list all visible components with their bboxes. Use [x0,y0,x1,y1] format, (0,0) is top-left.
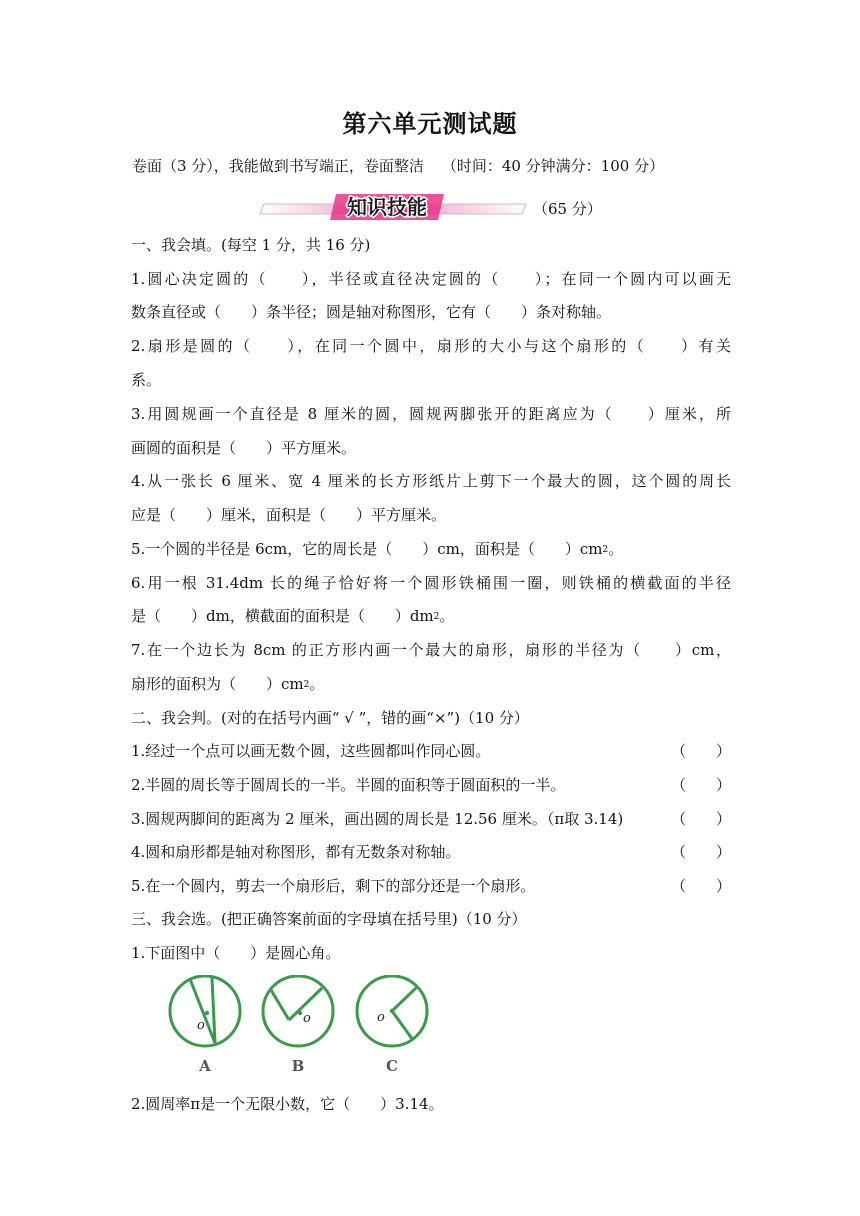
time-score-note: （时间：40 分钟满分：100 分） [441,157,665,175]
judge-item-3 [131,808,731,829]
judge-item-4 [131,841,731,862]
judge-item-text: 2.半圆的周长等于圆周长的一半。半圆的面积等于圆面积的一半。 [131,776,566,794]
judge-item-text: 3.圆规两脚间的距离为 2 厘米，画出圆的周长是 12.56 厘米。（π取 3.14) [131,810,624,828]
judge-item-2 [131,774,731,795]
q7-line2 [131,673,731,694]
answer-paren[interactable]: （ ） [670,776,731,794]
judge-item-text: 5.在一个圆内，剪去一个扇形后，剩下的部分还是一个扇形。 [131,877,536,895]
banner-score: （65 分） [533,200,602,218]
choice-q2: 2.圆周率π是一个无限小数，它（ ）3.14。 [131,1095,444,1113]
answer-paren[interactable]: （ ） [670,877,731,895]
judge-item-1 [131,740,731,761]
answer-paren[interactable]: （ ） [670,843,731,861]
judge-item-5 [131,875,731,896]
answer-paren[interactable]: （ ） [670,742,731,760]
q6-line1: 6.用一根 31.4dm 长的绳子恰好将一个圆形铁桶围一圈，则铁桶的横截面的半径 [131,574,731,592]
figure-label-c: C [386,1057,398,1075]
q6-line2 [131,605,731,626]
banner-label: 知识技能 [347,195,427,219]
judge-item-text: 4.圆和扇形都是轴对称图形，都有无数条对称轴。 [131,843,461,861]
judge-item-text: 1.经过一个点可以画无数个圆，这些圆都叫作同心圆。 [131,742,491,760]
figure-label-b: B [291,1057,305,1075]
choice-q1: 1.下面图中（ ）是圆心角。 [131,944,341,962]
q5-line [131,538,731,559]
figure-label-a: A [199,1057,211,1075]
central-angle-figure [160,975,450,1075]
circle-c-radius [392,1011,413,1040]
q7-line1: 7.在一个边长为 8cm 的正方形内画一个最大的扇形，扇形的半径为（ ）cm， [131,641,731,659]
q6-superscript: 2 [433,612,440,622]
q2-line2: 系。 [131,371,162,389]
q5-end: 。 [608,540,624,558]
q4-line2: 应是（ ）厘米，面积是（ ）平方厘米。 [131,506,447,524]
q5-text: 5.一个圆的半径是 6cm，它的周长是（ ）cm，面积是（ ）cm [131,540,603,558]
center-dot-a [205,1011,209,1015]
q6-text: 是（ ）dm，横截面的面积是（ ）dm [131,607,434,625]
section2-heading: 二、我会判。(对的在括号内画“ √ ”，错的画“×”)（10 分） [131,709,529,727]
knowledge-skill-banner [258,190,538,224]
center-label-a: o [197,1018,205,1033]
q4-line1: 4.从一张长 6 厘米、宽 4 厘米的长方形纸片上剪下一个最大的圆，这个圆的周长 [131,472,731,490]
section3-heading: 三、我会选。(把正确答案前面的字母填在括号里)（10 分） [131,910,527,928]
center-label-b: o [303,1011,311,1026]
q3-line2: 画圆的面积是（ ）平方厘米。 [131,439,357,457]
center-dot-b [298,1011,302,1015]
answer-paren[interactable]: （ ） [670,810,731,828]
q7-end: 。 [309,675,325,693]
q7-superscript: 2 [303,680,310,690]
q1-line1: 1.圆心决定圆的（ ），半径或直径决定圆的（ ）；在同一个圆内可以画无 [131,270,731,288]
center-dot-c [390,1009,394,1013]
circle-a [170,976,240,1046]
section1-heading: 一、我会填。(每空 1 分，共 16 分) [131,236,371,254]
subtitle [132,155,732,176]
circle-b-radius [271,990,289,1020]
q7-text: 扇形的面积为（ ）cm [131,675,304,693]
center-label-c: o [377,1010,385,1025]
q1-line2: 数条直径或（ ）条半径；圆是轴对称图形，它有（ ）条对称轴。 [131,303,612,321]
page-title: 第六单元测试题 [342,110,518,138]
q6-end: 。 [439,607,455,625]
q5-superscript: 2 [602,545,609,555]
neatness-note: 卷面（3 分），我能做到书写端正，卷面整洁 [132,157,424,175]
q3-line1: 3.用圆规画一个直径是 8 厘米的圆，圆规两脚张开的距离应为（ ）厘米，所 [131,405,731,423]
q2-line1: 2.扇形是圆的（ ），在同一个圆中，扇形的大小与这个扇形的（ ）有关 [131,337,731,355]
circle-c-radius [392,986,418,1011]
